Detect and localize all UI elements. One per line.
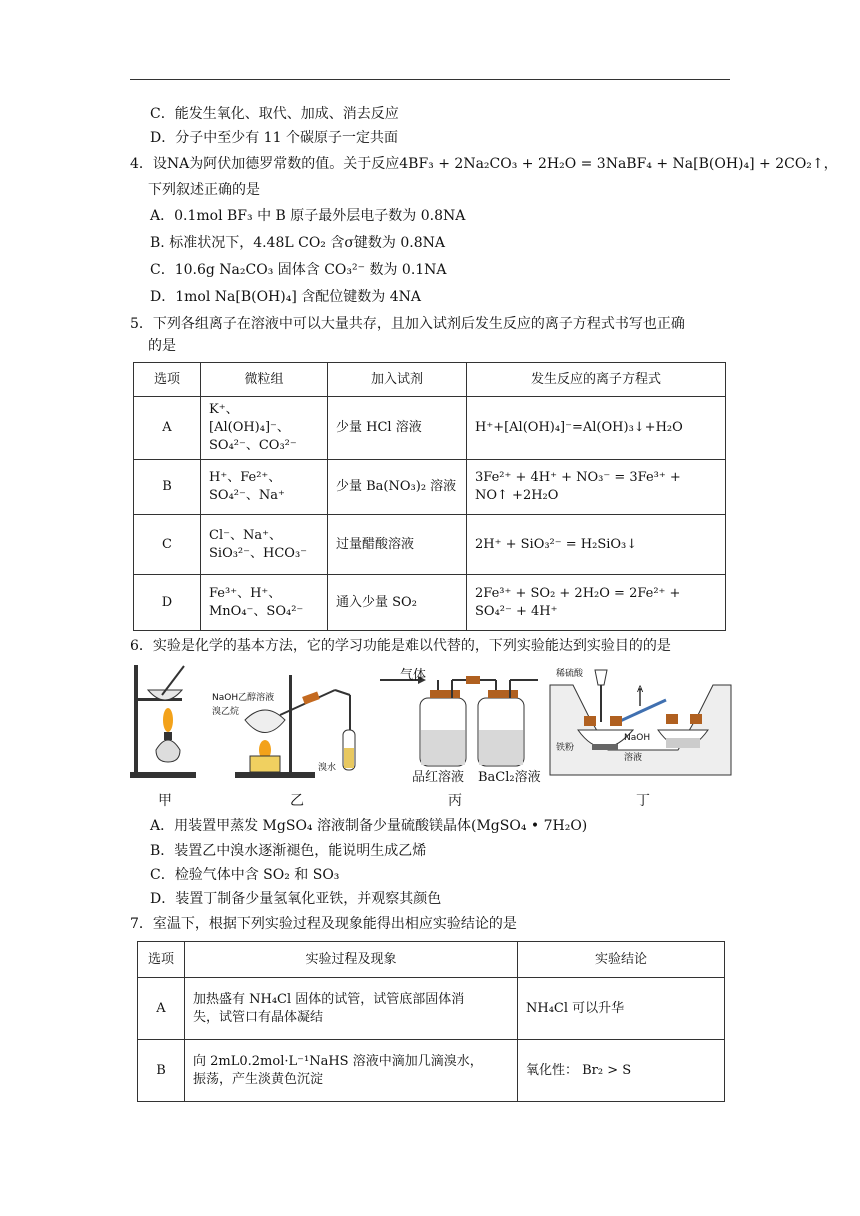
q6-stem: 6．实验是化学的基本方法，它的学习功能是难以代替的，下列实验能达到实验目的的是: [130, 638, 671, 654]
label-bromine-water: 溴水: [318, 763, 337, 773]
table-row: [134, 575, 726, 631]
q6-option-b: B．装置乙中溴水逐渐褪色，能说明生成乙烯: [150, 843, 427, 859]
procedure-line: 振荡，产生淡黄色沉淀: [193, 1071, 324, 1087]
label-naoh-solution: NaOH 溶液: [624, 733, 651, 763]
q7-stem: 7．室温下，根据下列实验过程及现象能得出相应实验结论的是: [130, 916, 517, 932]
label-gas: 气体: [400, 668, 427, 683]
table-header-cell: 实验结论: [518, 942, 725, 978]
table-row: [138, 978, 725, 1040]
table-header-cell: 加入试剂: [328, 363, 467, 397]
label-valve-a: A: [637, 685, 644, 695]
table-row: [134, 397, 726, 460]
q5-stem-cont: 的是: [148, 338, 176, 354]
q4-option-c: C．10.6g Na₂CO₃ 固体含 CO₃²⁻ 数为 0.1NA: [150, 262, 447, 278]
table-header-row: [134, 363, 726, 397]
table-header-cell: 选项: [138, 942, 185, 978]
equation-cell: 2H⁺ + SiO₃²⁻ = H₂SiO₃↓: [467, 515, 726, 575]
q4-option-d: D．1mol Na[B(OH)₄] 含配位键数为 4NA: [150, 289, 421, 305]
procedure-line: 失，试管口有晶体凝结: [193, 1009, 324, 1025]
equation-cell: 3Fe²⁺ + 4H⁺ + NO₃⁻ = 3Fe³⁺ + NO↑ +2H₂O: [467, 460, 726, 515]
equation-cell: H⁺+[Al(OH)₄]⁻=Al(OH)₃↓+H₂O: [467, 397, 726, 460]
q3-option-d: D．分子中至少有 11 个碳原子一定共面: [150, 130, 398, 146]
label-magenta-solution: 品红溶液: [412, 770, 465, 785]
table-header-cell: 选项: [134, 363, 201, 397]
procedure-cell: [185, 1040, 518, 1102]
figure-caption-yi: 乙: [290, 793, 304, 809]
conclusion-cell: NH₄Cl 可以升华: [518, 978, 725, 1040]
ions-cell: H⁺、Fe²⁺、SO₄²⁻、Na⁺: [201, 460, 328, 515]
table-header-row: [138, 942, 725, 978]
q7-table: [137, 941, 725, 1102]
procedure-line: 加热盛有 NH₄Cl 固体的试管，试管底部固体消: [193, 991, 465, 1007]
procedure-cell: [185, 978, 518, 1040]
procedure-line: 向 2mL0.2mol·L⁻¹NaHS 溶液中滴加几滴溴水，: [193, 1053, 483, 1069]
label-iron-powder: 铁粉: [556, 743, 575, 753]
ions-cell: Fe³⁺、H⁺、MnO₄⁻、SO₄²⁻: [201, 575, 328, 631]
table-header-cell: 发生反应的离子方程式: [467, 363, 726, 397]
q4-stem-cont: 下列叙述正确的是: [148, 182, 260, 198]
table-row: [134, 515, 726, 575]
label-dilute-sulfuric-acid: 稀硫酸: [556, 669, 584, 679]
reagent-cell: 通入少量 SO₂: [328, 575, 467, 631]
table-header-cell: 微粒组: [201, 363, 328, 397]
q4-option-b: B. 标准状况下，4.48L CO₂ 含σ键数为 0.8NA: [150, 235, 445, 251]
option-cell: C: [134, 515, 201, 575]
q5-stem: 5．下列各组离子在溶液中可以大量共存，且加入试剂后发生反应的离子方程式书写也正确: [130, 316, 685, 332]
option-cell: A: [134, 397, 201, 460]
table-header-cell: 实验过程及现象: [185, 942, 518, 978]
option-cell: B: [138, 1040, 185, 1102]
table-row: [138, 1040, 725, 1102]
ions-cell: Cl⁻、Na⁺、SiO₃²⁻、HCO₃⁻: [201, 515, 328, 575]
option-cell: D: [134, 575, 201, 631]
q4-stem: 4．设NA为阿伏加德罗常数的值。关于反应4BF₃ + 2Na₂CO₃ + 2H₂O = 3NaBF₄ + Na[B(OH)₄] + 2CO₂↑，: [130, 156, 838, 172]
ions-cell: K⁺、[Al(OH)₄]⁻、SO₄²⁻、CO₃²⁻: [201, 397, 328, 460]
q6-option-a: A．用装置甲蒸发 MgSO₄ 溶液制备少量硫酸镁晶体(MgSO₄ • 7H₂O): [150, 818, 588, 834]
figure-caption-jia: 甲: [158, 793, 172, 809]
option-cell: A: [138, 978, 185, 1040]
figure-caption-ding: 丁: [636, 793, 650, 809]
label-naoh-ethanol: NaOH乙醇溶液: [212, 693, 275, 703]
reagent-cell: 少量 Ba(NO₃)₂ 溶液: [328, 460, 467, 515]
q3-option-c: C．能发生氧化、取代、加成、消去反应: [150, 106, 399, 122]
q6-option-c: C．检验气体中含 SO₂ 和 SO₃: [150, 867, 340, 883]
q4-option-a: A．0.1mol BF₃ 中 B 原子最外层电子数为 0.8NA: [150, 208, 466, 224]
q5-table: [133, 362, 726, 631]
equation-cell: 2Fe³⁺ + SO₂ + 2H₂O = 2Fe²⁺ + SO₄²⁻ + 4H⁺: [467, 575, 726, 631]
header-rule: [130, 79, 730, 80]
table-row: [134, 460, 726, 515]
option-cell: B: [134, 460, 201, 515]
label-bacl2-solution: BaCl₂溶液: [478, 770, 541, 785]
q6-option-d: D．装置丁制备少量氢氧化亚铁，并观察其颜色: [150, 891, 442, 907]
reagent-cell: 少量 HCl 溶液: [328, 397, 467, 460]
figure-caption-bing: 丙: [448, 793, 462, 809]
apparatus-jia-figure: [130, 660, 200, 780]
conclusion-cell: 氧化性： Br₂ > S: [518, 1040, 725, 1102]
label-bromoethane: 溴乙烷: [212, 707, 240, 717]
reagent-cell: 过量醋酸溶液: [328, 515, 467, 575]
